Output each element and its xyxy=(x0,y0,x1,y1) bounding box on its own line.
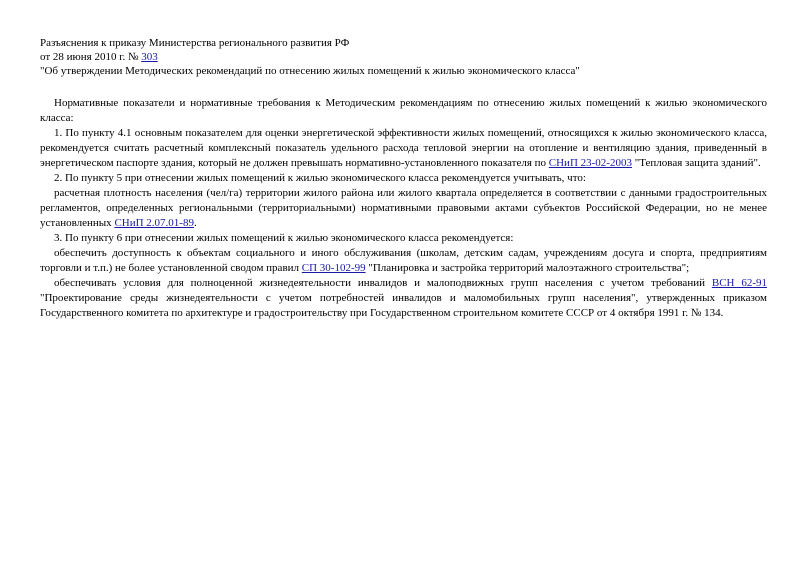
document-body xyxy=(40,96,767,321)
paragraph-3a xyxy=(40,246,767,276)
vsn-62-91-link[interactable]: ВСН 62-91 xyxy=(711,277,768,289)
order-number-link[interactable]: 303 xyxy=(141,51,158,63)
paragraph-3b-tail: "Проектирование среды жизнедеятельности с учетом потребностей инвалидов и маломобильных групп населения", утвержденных приказом Государственного комитета по архитектуре и градостроительству при Государственном строительном комитете СССР от 4 октября 1991 г. № 134. xyxy=(40,292,767,319)
intro-paragraph: Нормативные показатели и нормативные требования к Методическим рекомендациям по отнесению жилых помещений к жилью экономического класса: xyxy=(40,97,767,124)
paragraph-3a-tail: "Планировка и застройка территорий малоэтажного строительства"; xyxy=(365,262,690,274)
paragraph-3: 3. По пункту 6 при отнесении жилых помещений к жилью экономического класса рекомендуется: xyxy=(54,232,514,244)
paragraph-1 xyxy=(40,126,767,171)
snip-2-07-01-89-link[interactable]: СНиП 2.07.01-89 xyxy=(114,217,194,229)
header-date-text: от 28 июня 2010 г. № xyxy=(40,51,142,63)
document-page xyxy=(40,36,767,321)
header-date-line xyxy=(40,50,767,64)
paragraph-2a-text: расчетная плотность населения (чел/га) территории жилого района или жилого квартала определяется в соответствии с данными градостроительных регламентов, определенных региональными (территориальными) нормативными правовыми актами субъектов Российской Федерации, но не менее установленных xyxy=(40,187,767,229)
paragraph-2a xyxy=(40,186,767,231)
paragraph-3b xyxy=(40,276,767,321)
paragraph-2a-tail: . xyxy=(193,217,197,229)
paragraph-3b-text: обеспечивать условия для полноценной жизнедеятельности инвалидов и малоподвижных групп населения с учетом требований xyxy=(54,277,712,289)
paragraph-1-tail: "Тепловая защита зданий". xyxy=(631,157,761,169)
paragraph-3a-text: обеспечить доступность к объектам социального и иного обслуживания (школам, детским садам, учреждениям досуга и спорта, предприятиям торговли и т.п.) не более установленной сводом правил xyxy=(40,247,767,274)
paragraph-1-text: 1. По пункту 4.1 основным показателем для оценки энергетической эффективности жилых помещений, относящихся к жилью экономического класса, рекомендуется считать расчетный комплексный показатель удельного расхода тепловой энергии на отопление и вентиляцию здания, приведенный в энергетическом паспорте здания, который не должен превышать нормативно-установленного показателя по xyxy=(40,127,767,169)
header-subject: "Об утверждении Методических рекомендаций по отнесению жилых помещений к жилью экономического класса" xyxy=(40,65,580,77)
header-title: Разъяснения к приказу Министерства регионального развития РФ xyxy=(40,37,350,49)
snip-23-02-2003-link[interactable]: СНиП 23-02-2003 xyxy=(548,157,632,169)
sp-30-102-99-link[interactable]: СП 30-102-99 xyxy=(301,262,366,274)
document-header xyxy=(40,36,767,78)
paragraph-2: 2. По пункту 5 при отнесении жилых помещений к жилью экономического класса рекомендуется учитывать, что: xyxy=(54,172,586,184)
